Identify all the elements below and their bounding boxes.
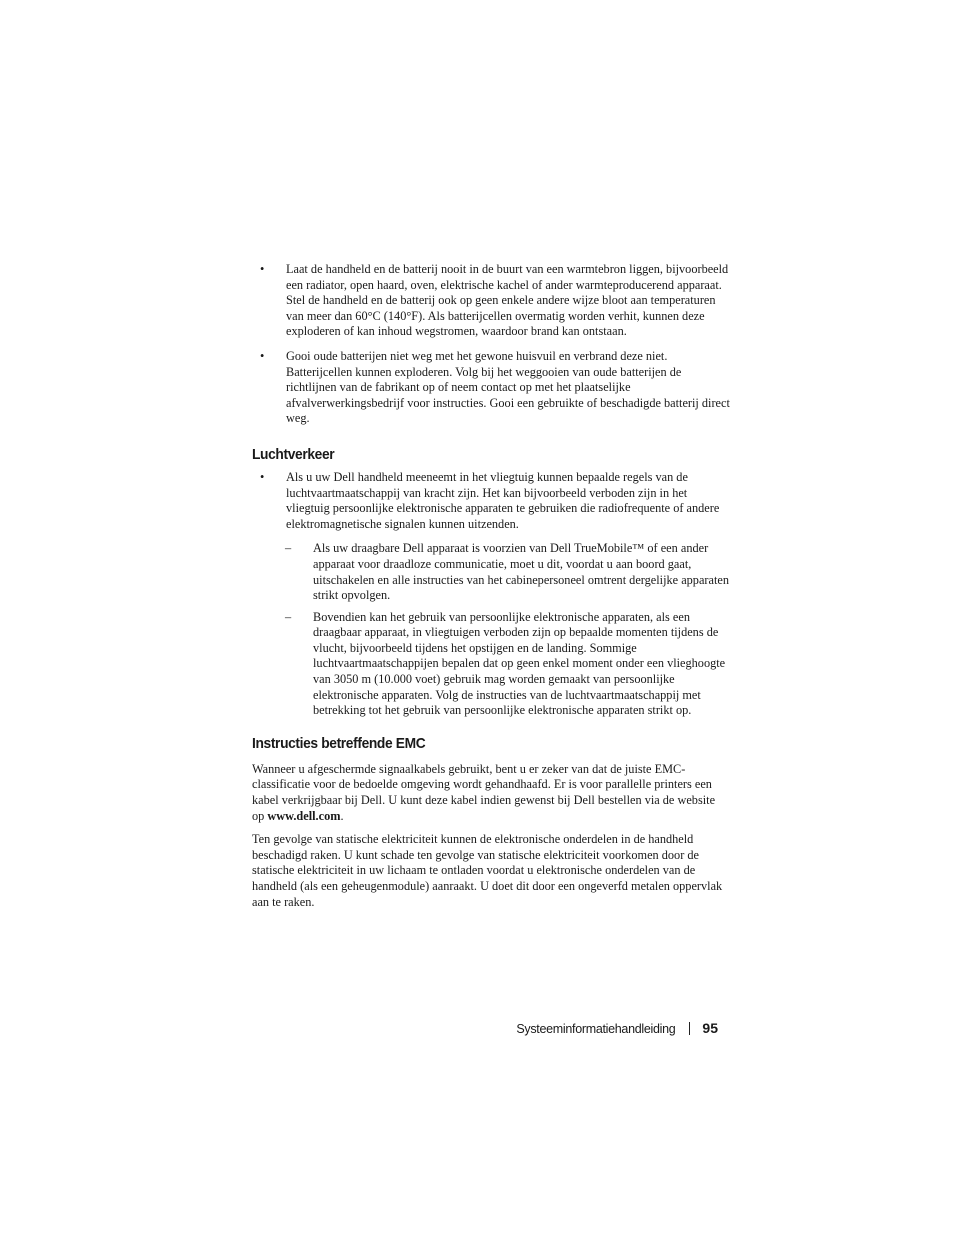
page-footer [480, 1020, 718, 1036]
emc-paragraph-1-text: Wanneer u afgeschermde signaalkabels gebruikt, bent u er zeker van dat de juiste EMC-classificatie voor de bedoelde omgeving wordt gehandhaafd. Er is voor parallelle printers een kabel verkrijgbaar bij Dell. U kunt deze kabel indien gewenst bij Dell bestellen via de website op [252, 761, 716, 823]
bullet-marker: • [260, 348, 265, 363]
list-item [252, 349, 730, 427]
bullet-marker: • [260, 262, 265, 276]
dash-marker: – [285, 609, 292, 624]
bullet-marker: • [260, 469, 265, 484]
section-heading-emc: Instructies betreffende EMC [252, 734, 426, 752]
page-number: 95 [702, 1020, 718, 1036]
list-item [252, 262, 730, 340]
sub-item-text: Bovendien kan het gebruik van persoonlijke elektronische apparaten, als een draagbaar apparaat, in vliegtuigen verboden zijn op bepaalde momenten tijdens de vlucht, bijvoorbeeld tijdens het opstijgen en de landing. Sommige luchtvaartmaatschappijen bepalen dat op geen enkel moment onder een vlieghoogte van 3050 m (10.000 voet) gebruik mag worden gemaakt van persoonlijke elektronische apparaten. Volg de instructies van de luchtvaartmaatschappij met betrekking tot het gebruik van persoonlijke elektronische apparaten strikt op. [313, 609, 726, 718]
sub-list-item [252, 610, 730, 719]
bullet-text: Laat de handheld en de batterij nooit in de buurt van een warmtebron liggen, bijvoorbeeld een radiator, open haard, oven, elektrische kachel of ander warmteproducerend apparaat. Stel de handheld en de batterij ook op geen enkele andere wijze bloot aan temperaturen van meer dan 60°C (140°F). Als batterijcellen overmatig worden verhit, kunnen deze exploderen of kan inhoud wegstromen, waardoor brand kan ontstaan. [286, 262, 729, 339]
sub-item-text: Als uw draagbare Dell apparaat is voorzien van Dell TrueMobile™ of een ander apparaat voor draadloze communicatie, moet u dit, voordat u aan boord gaat, uitschakelen en alle instructies van het cabinepersoneel omtrent dergelijke apparaten strikt opvolgen. [313, 541, 729, 603]
website-link[interactable]: www.dell.com [267, 808, 341, 823]
footer-title: Systeeminformatiehandleiding [516, 1022, 676, 1036]
bullet-text: Als u uw Dell handheld meeneemt in het vliegtuig kunnen bepaalde regels van de luchtvaartmaatschappij van kracht zijn. Het kan bijvoorbeeld verboden zijn in het vliegtuig persoonlijke elektronische apparaten te gebruiken die radiofrequente of andere elektromagnetische signalen kunnen uitzenden. [286, 469, 720, 531]
emc-paragraph-2: Ten gevolge van statische elektriciteit kunnen de elektronische onderdelen in de handheld beschadigd raken. U kunt schade ten gevolge van statische elektriciteit voorkomen door de statische elektriciteit in uw lichaam te ontladen voordat u elektronische onderdelen van de handheld (als een geheugenmodule) aanraakt. U doet dit door een ongeverfd metalen oppervlak aan te raken. [252, 832, 723, 909]
emc-paragraph-1-end: . [340, 808, 344, 823]
sub-list-item [252, 541, 730, 603]
footer-separator [689, 1022, 690, 1035]
bullet-text: Gooi oude batterijen niet weg met het gewone huisvuil en verbrand deze niet. Batterijcellen kunnen exploderen. Volg bij het weggooien van oude batterijen de richtlijnen van de fabrikant op of neem contact op met het plaatselijke afvalverwerkingsbedrijf voor instructies. Gooi een gebruikte of beschadigde batterij direct weg. [286, 348, 730, 426]
list-item [252, 470, 730, 532]
dash-marker: – [285, 541, 292, 556]
section-heading-luchtverkeer: Luchtverkeer [252, 445, 335, 463]
emc-paragraph-1 [252, 762, 730, 824]
page-content [252, 262, 730, 918]
